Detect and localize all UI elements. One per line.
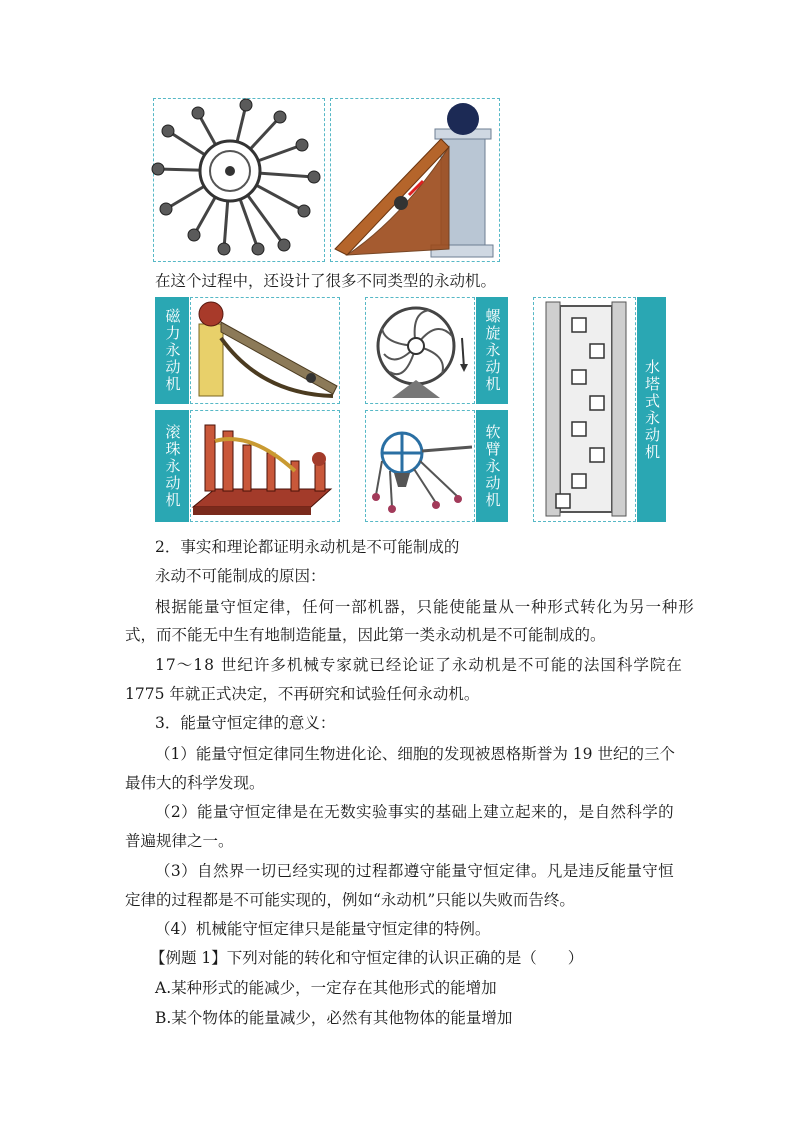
- magnetic-machine-illustration: [191, 298, 341, 405]
- para1-line1: 根据能量守恒定律，任何一部机器，只能使能量从一种形式转化为另一种形: [155, 598, 695, 616]
- item2-line1: （2）能量守恒定律是在无数实验事实的基础上建立起来的，是自然科学的: [155, 803, 675, 821]
- label-water-tower: 水塔式永动机: [637, 297, 666, 522]
- item3-line2: 定律的过程都是不可能实现的，例如“永动机”只能以失败而告终。: [125, 891, 575, 909]
- label-rolling-ball: 滚珠永动机: [155, 410, 189, 522]
- option-a: A.某种形式的能减少，一定存在其他形式的能增加: [155, 979, 497, 997]
- item1-line2: 最伟大的科学发现。: [125, 774, 265, 792]
- figure-ball-ramp: [330, 98, 500, 262]
- item2-line2: 普遍规律之一。: [125, 832, 234, 850]
- label-soft-arm: 软臂永动机: [476, 410, 508, 522]
- water-tower-illustration: [534, 298, 637, 523]
- section-3-heading: 3．能量守恒定律的意义：: [155, 714, 336, 732]
- option-b: B.某个物体的能量减少，必然有其他物体的能量增加: [155, 1009, 513, 1027]
- label-spiral: 螺旋永动机: [476, 297, 508, 404]
- ball-ramp-illustration: [331, 99, 501, 263]
- example-heading: 【例题 1】下列对能的转化和守恒定律的认识正确的是（ ）: [150, 949, 584, 967]
- caption-many-types: 在这个过程中，还设计了很多不同类型的永动机。: [155, 272, 497, 290]
- para1-line2: 式，而不能无中生有地制造能量，因此第一类永动机是不可能制成的。: [125, 626, 606, 644]
- figure-spiral: [365, 297, 475, 404]
- label-magnetic: 磁力永动机: [155, 297, 189, 404]
- section-2-heading: 2．事实和理论都证明永动机是不可能制成的: [155, 538, 460, 556]
- reason-heading: 永动不可能制成的原因：: [155, 567, 326, 585]
- figure-spoke-wheel: [153, 98, 325, 262]
- figure-magnetic: [190, 297, 340, 404]
- para2-line1: 17～18 世纪许多机械专家就已经论证了永动机是不可能的法国科学院在: [155, 656, 683, 674]
- spoke-wheel-illustration: [154, 99, 326, 263]
- item4: （4）机械能守恒定律只是能量守恒定律的特例。: [155, 920, 491, 938]
- item3-line1: （3）自然界一切已经实现的过程都遵守能量守恒定律。凡是违反能量守恒: [155, 862, 675, 880]
- figure-soft-arm: [365, 410, 475, 522]
- item1-line1: （1）能量守恒定律同生物进化论、细胞的发现被恩格斯誉为 19 世纪的三个: [155, 745, 675, 763]
- figure-water-tower: [533, 297, 636, 522]
- soft-arm-illustration: [366, 411, 476, 523]
- para2-line2: 1775 年就正式决定，不再研究和试验任何永动机。: [125, 685, 480, 703]
- spiral-machine-illustration: [366, 298, 476, 405]
- figure-rolling-ball: [190, 410, 340, 522]
- rolling-ball-illustration: [191, 411, 341, 523]
